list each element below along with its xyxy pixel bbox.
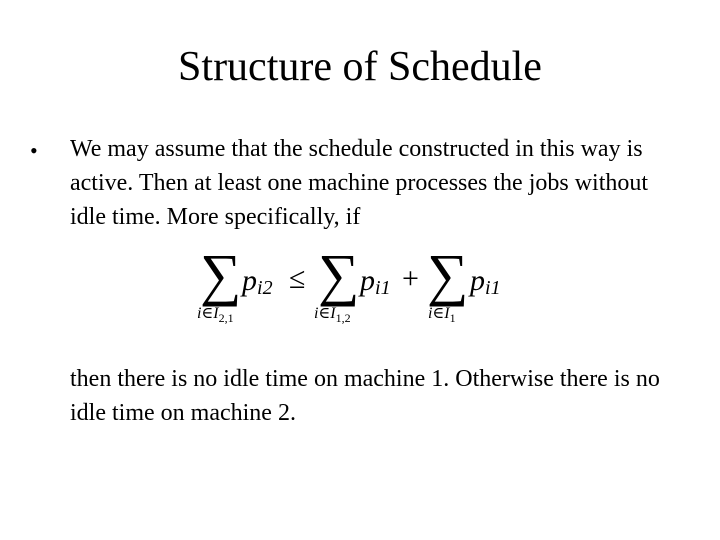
bullet-marker: • xyxy=(30,138,38,163)
limit-1: $i\in I_{2,1}$ xyxy=(197,305,234,326)
bullet-paragraph: We may assume that the schedule constructed in this way is active. Then at least one machine processes the jobs without idle time. More specifically, if xyxy=(70,136,649,230)
leq-symbol: ≤ xyxy=(289,262,306,295)
term-p-i1: $p_{i1}$ xyxy=(360,264,391,299)
term-p-i2: $p_{i2}$ xyxy=(242,264,273,299)
slide-title: Structure of Schedule xyxy=(178,44,542,90)
sum-symbol-1: ∑ xyxy=(200,242,242,307)
sum-symbol-2: ∑ xyxy=(318,242,360,307)
limit-2: $i\in I_{1,2}$ xyxy=(314,305,351,326)
sum-symbol-3: ∑ xyxy=(427,242,469,307)
term-p-i1-b: $p_{i1}$ xyxy=(470,264,501,299)
conclusion-paragraph: then there is no idle time on machine 1. Otherwise there is no idle time on machine 2. xyxy=(70,366,660,426)
limit-3: $i\in I_1$ xyxy=(428,305,456,326)
plus-symbol: + xyxy=(402,262,419,295)
